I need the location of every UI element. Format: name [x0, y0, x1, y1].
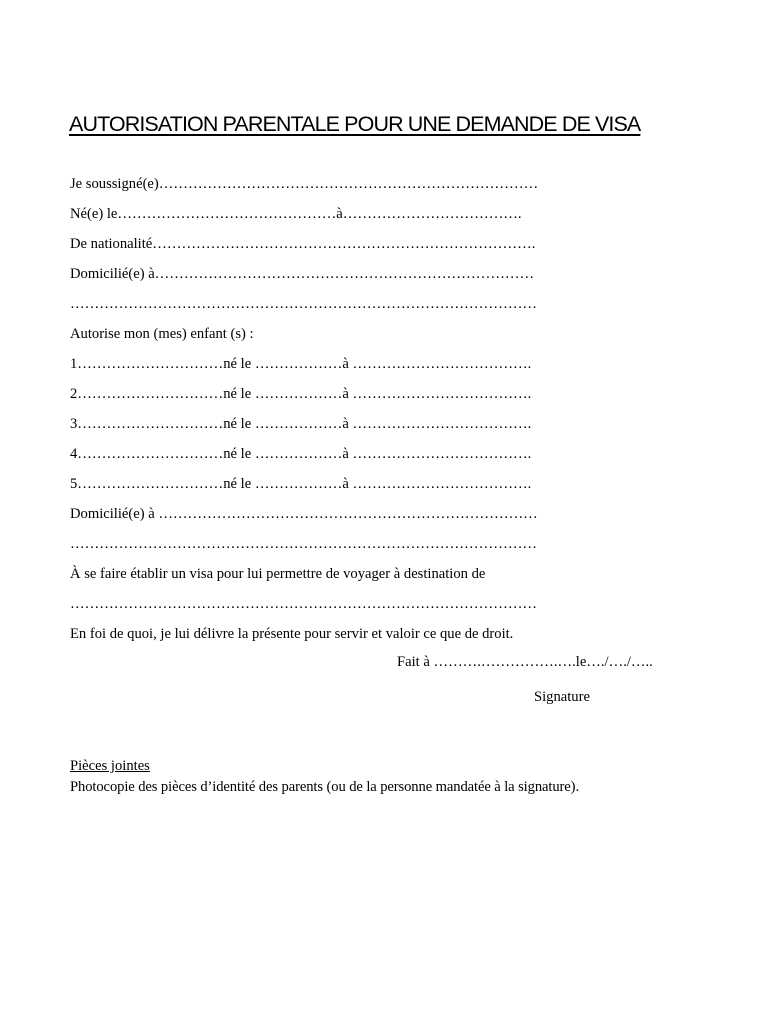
line-children-domicilie: Domicilié(e) à ……………………………………………………………………	[70, 506, 538, 522]
line-destination: ……………………………………………………………………………………	[70, 596, 537, 612]
line-visa-purpose: À se faire établir un visa pour lui permettre de voyager à destination de	[70, 566, 486, 582]
line-child-1: 1…………………………né le ………………à ……………………………….	[70, 356, 532, 372]
line-en-foi-de-quoi: En foi de quoi, je lui délivre la présente pour servir et valoir ce que de droit.	[70, 626, 514, 642]
document-title: AUTORISATION PARENTALE POUR UNE DEMANDE DE VISA	[69, 112, 641, 136]
line-child-4: 4…………………………né le ………………à ……………………………….	[70, 446, 532, 462]
line-ne-le: Né(e) le………………………………………à……………………………….	[70, 206, 522, 222]
line-domicilie: Domicilié(e) à……………………………………………………………………	[70, 266, 535, 282]
line-child-5: 5…………………………né le ………………à ……………………………….	[70, 476, 532, 492]
line-nationalite: De nationalité…………………………………………………………………….	[70, 236, 536, 252]
line-child-2: 2…………………………né le ………………à ……………………………….	[70, 386, 532, 402]
signature-label: Signature	[534, 689, 590, 705]
pieces-jointes-heading: Pièces jointes	[70, 758, 150, 774]
line-autorise-enfants: Autorise mon (mes) enfant (s) :	[70, 326, 254, 342]
line-soussigne: Je soussigné(e)……………………………………………………………………	[70, 176, 539, 192]
line-children-address-continuation: ……………………………………………………………………………………	[70, 536, 537, 552]
fait-a-line: Fait à ……….…………….….le…./…./…..	[397, 654, 653, 670]
line-address-continuation: ……………………………………………………………………………………	[70, 296, 537, 312]
line-child-3: 3…………………………né le ………………à ……………………………….	[70, 416, 532, 432]
pieces-jointes-text: Photocopie des pièces d’identité des parents (ou de la personne mandatée à la signature).	[70, 779, 579, 795]
